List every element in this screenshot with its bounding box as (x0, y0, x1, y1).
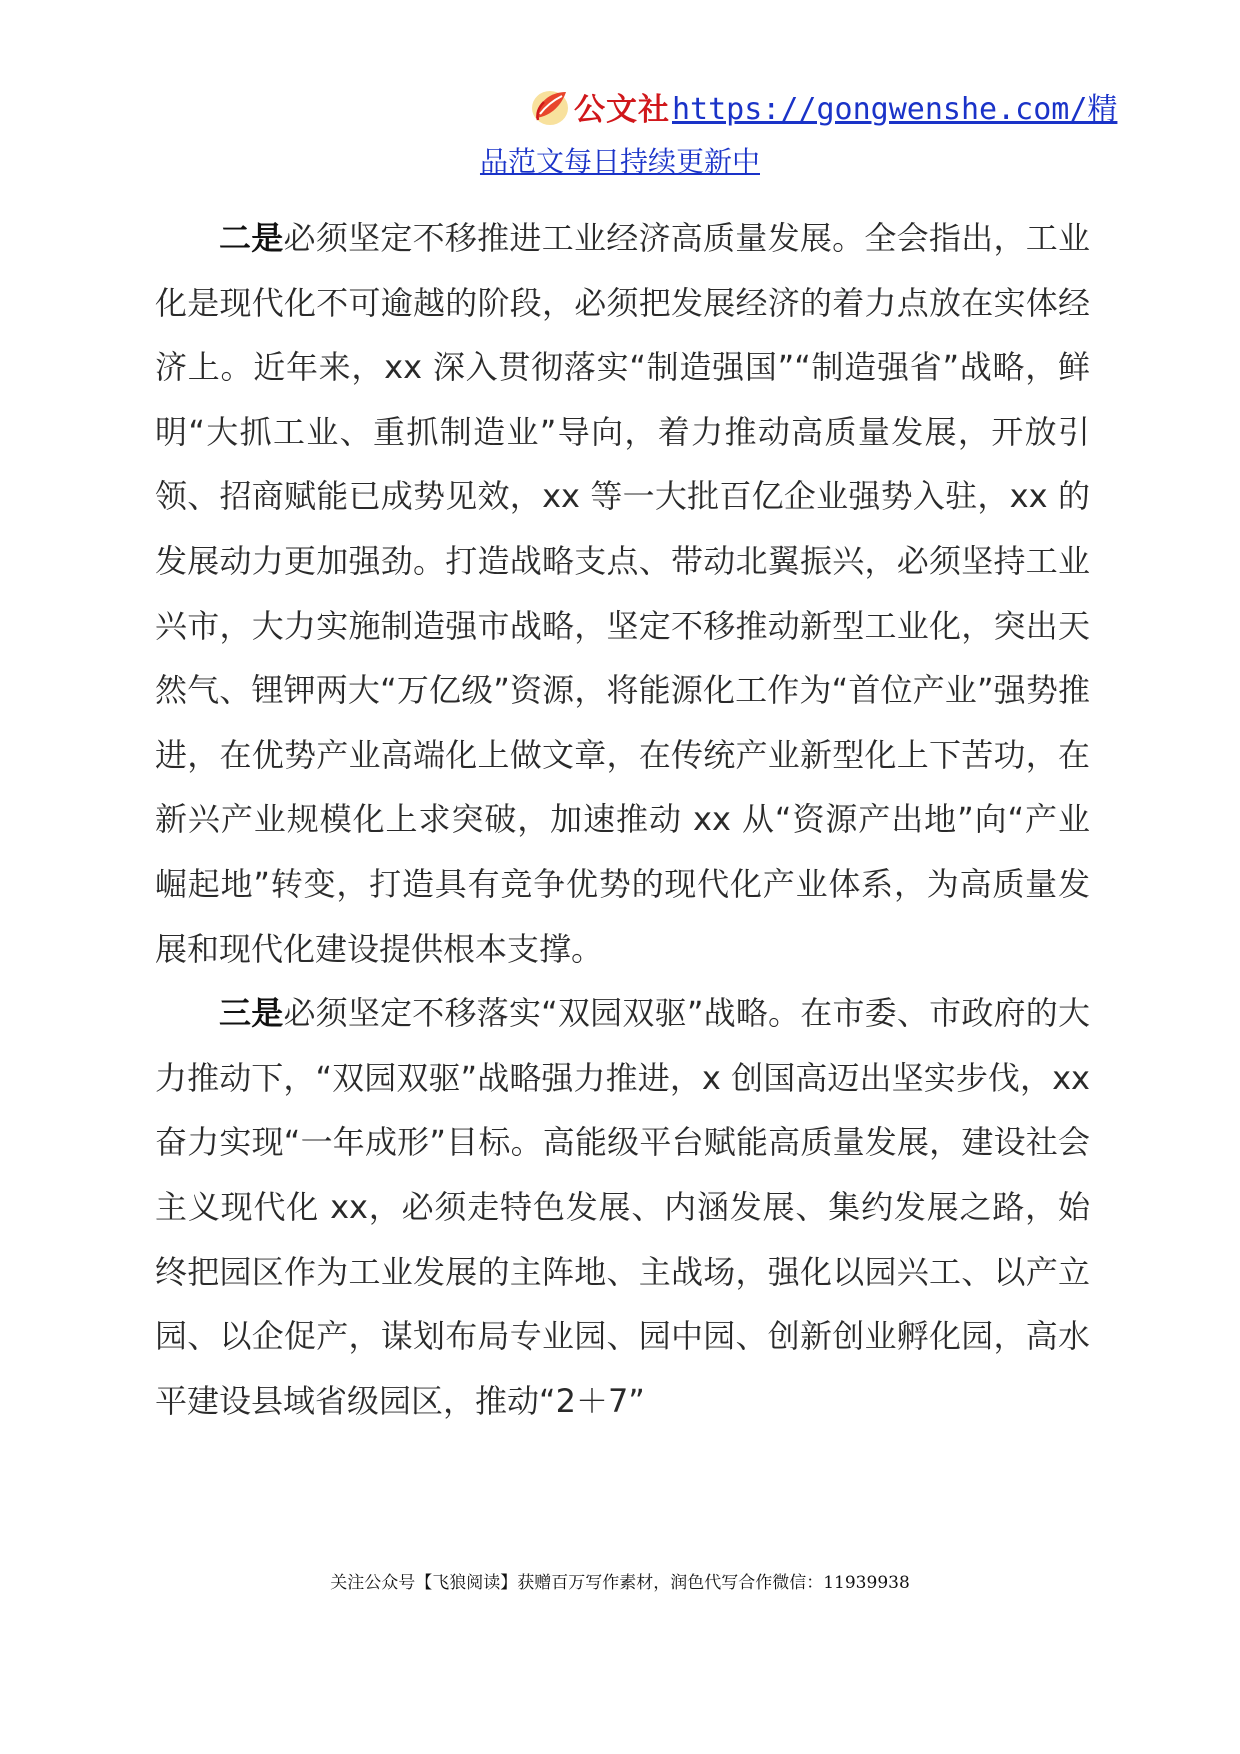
leaf-logo-icon (528, 84, 572, 128)
paragraph-lead: 三是 (219, 994, 284, 1033)
website-link-continuation-text[interactable]: 品范文每日持续更新中 (479, 145, 760, 178)
header (528, 78, 1117, 134)
paragraph-lead: 二是 (219, 219, 284, 257)
site-logo[interactable] (528, 84, 670, 129)
paragraph-2 (155, 206, 1090, 981)
paragraph-text: 必须坚定不移推进工业经济高质量发展。全会指出，工业化是现代化不可逾越的阶段，必须把发展经济的着力点放在实体经济上。近年来，xx 深入贯彻落实“制造强国”“制造强省”战略，鲜明“大抓工业、重抓制造业”导向，着力推动高质量发展，开放引领、招商赋能已成势见效，xx 等一大批百亿企业强势入驻，xx 的发展动力更加强劲。打造战略支点、带动北翼振兴，必须坚持工业兴市，大力实施制造强市战略，坚定不移推动新型工业化，突出天然气、锂钾两大“万亿级”资源，将能源化工作为“首位产业”强势推进，在优势产业高端化上做文章，在传统产业新型化上下苦功，在新兴产业规模化上求突破，加速推动 xx 从“资源产出地”向“产业崛起地”转变，打造具有竞争优势的现代化产业体系，为高质量发展和现代化建设提供根本支撑。 (155, 219, 1090, 968)
paragraph-3 (155, 981, 1090, 1433)
paragraph-text: 必须坚定不移落实“双园双驱”战略。在市委、市政府的大力推动下，“双园双驱”战略强力推进，x 创国高迈出坚实步伐，xx 奋力实现“一年成形”目标。高能级平台赋能高质量发展，建设社会主义现代化 xx，必须走特色发展、内涵发展、集约发展之路，始终把园区作为工业发展的主阵地、主战场，强化以园兴工、以产立园、以企促产，谋划布局专业园、园中园、创新创业孵化园，高水平建设县域省级园区，推动“2＋7” (155, 994, 1090, 1420)
page-footer (0, 1568, 1240, 1593)
document-body (155, 206, 1090, 1433)
website-link-continuation[interactable] (0, 140, 1240, 180)
website-link[interactable]: https://gongwenshe.com/精 (672, 92, 1118, 127)
logo-text: 公文社 (574, 91, 670, 128)
footer-text: 关注公众号【飞狼阅读】获赠百万写作素材，润色代写合作微信：11939938 (330, 1573, 910, 1593)
